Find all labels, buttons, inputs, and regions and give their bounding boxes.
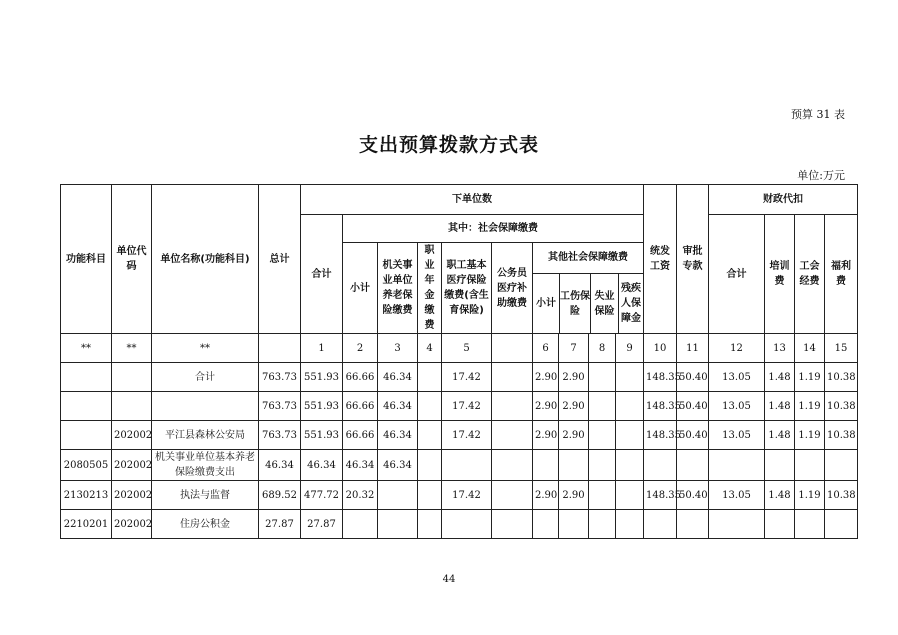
index-cell: 11 <box>677 334 709 363</box>
cell-unit-code: 202002 <box>112 510 152 539</box>
index-cell: 4 <box>418 334 442 363</box>
cell-value <box>677 510 709 539</box>
page-number: 44 <box>442 574 456 585</box>
cell-value <box>418 510 442 539</box>
cell-value <box>616 510 644 539</box>
cell-value <box>589 363 616 392</box>
cell-value: 66.66 <box>343 363 378 392</box>
cell-func-code: 2210201 <box>61 510 112 539</box>
header-lower-units: 下单位数 <box>301 185 644 215</box>
cell-value <box>492 392 533 421</box>
index-cell: 14 <box>795 334 825 363</box>
cell-value <box>492 421 533 450</box>
header-approved-special: 审批专款 <box>677 185 709 334</box>
cell-value: 1.48 <box>765 392 795 421</box>
index-cell: ** <box>61 334 112 363</box>
cell-value <box>418 481 442 510</box>
cell-value: 10.38 <box>825 481 858 510</box>
index-cell: 8 <box>589 334 616 363</box>
cell-value <box>709 450 765 481</box>
table-tag: 预算 31 表 <box>791 108 845 121</box>
cell-value <box>418 421 442 450</box>
cell-value <box>559 450 589 481</box>
cell-value: 13.05 <box>709 363 765 392</box>
cell-value: 17.42 <box>442 421 492 450</box>
cell-value: 148.35 <box>644 363 677 392</box>
index-cell <box>492 334 533 363</box>
cell-value <box>533 510 559 539</box>
cell-value: 2.90 <box>533 481 559 510</box>
cell-value: 1.19 <box>795 392 825 421</box>
cell-value: 50.40 <box>677 481 709 510</box>
cell-unit-code: 202002 <box>112 481 152 510</box>
index-cell: 3 <box>378 334 418 363</box>
index-cell: 10 <box>644 334 677 363</box>
cell-value: 763.73 <box>259 363 301 392</box>
cell-value <box>589 421 616 450</box>
cell-value <box>616 392 644 421</box>
cell-value: 1.19 <box>795 481 825 510</box>
cell-unit-name: 平江县森林公安局 <box>152 421 259 450</box>
cell-value: 551.93 <box>301 421 343 450</box>
cell-value: 46.34 <box>301 450 343 481</box>
cell-unit-code <box>112 392 152 421</box>
index-cell: 7 <box>559 334 589 363</box>
index-cell: ** <box>112 334 152 363</box>
cell-value: 2.90 <box>559 392 589 421</box>
cell-value <box>533 450 559 481</box>
cell-value <box>765 510 795 539</box>
header-other-social-group <box>533 243 644 334</box>
cell-value: 10.38 <box>825 392 858 421</box>
table-row <box>61 363 858 392</box>
index-cell: 9 <box>616 334 644 363</box>
cell-value: 46.34 <box>378 450 418 481</box>
cell-unit-code: 202002 <box>112 421 152 450</box>
cell-value <box>795 510 825 539</box>
cell-value: 551.93 <box>301 363 343 392</box>
cell-value: 2.90 <box>533 363 559 392</box>
header-unemployment: 失业保险 <box>591 274 619 333</box>
table-row <box>61 392 858 421</box>
header-union: 工会经费 <box>795 215 825 334</box>
cell-value: 46.34 <box>378 363 418 392</box>
cell-value <box>765 450 795 481</box>
cell-value <box>616 450 644 481</box>
cell-value: 46.34 <box>259 450 301 481</box>
table-row <box>61 421 858 450</box>
cell-value: 50.40 <box>677 392 709 421</box>
cell-value: 27.87 <box>301 510 343 539</box>
index-cell: 13 <box>765 334 795 363</box>
header-unified-wage: 统发工资 <box>644 185 677 334</box>
cell-value <box>616 421 644 450</box>
cell-value <box>418 450 442 481</box>
header-sum: 合计 <box>301 215 343 334</box>
header-func-code: 功能科目 <box>61 185 112 334</box>
cell-value <box>589 481 616 510</box>
cell-value: 46.34 <box>378 392 418 421</box>
cell-unit-name: 执法与监督 <box>152 481 259 510</box>
cell-value: 50.40 <box>677 421 709 450</box>
header-other-social: 其他社会保障缴费 <box>533 243 643 274</box>
cell-value: 17.42 <box>442 363 492 392</box>
cell-value: 148.35 <box>644 421 677 450</box>
cell-value: 2.90 <box>533 392 559 421</box>
cell-value <box>442 510 492 539</box>
cell-value: 1.19 <box>795 421 825 450</box>
cell-value: 13.05 <box>709 392 765 421</box>
cell-value: 17.42 <box>442 481 492 510</box>
unit-label: 单位:万元 <box>797 169 845 182</box>
cell-value: 17.42 <box>442 392 492 421</box>
cell-value: 2.90 <box>533 421 559 450</box>
cell-value: 1.48 <box>765 481 795 510</box>
page-title: 支出预算拨款方式表 <box>358 134 539 156</box>
header-pension: 机关事业单位养老保险缴费 <box>378 243 418 334</box>
cell-value <box>492 481 533 510</box>
cell-unit-code: 202002 <box>112 450 152 481</box>
cell-func-code: 2130213 <box>61 481 112 510</box>
header-unit-name: 单位名称(功能科目) <box>152 185 259 334</box>
header-welfare: 福利费 <box>825 215 858 334</box>
index-cell: 6 <box>533 334 559 363</box>
cell-value <box>378 510 418 539</box>
cell-value: 763.73 <box>259 392 301 421</box>
cell-value: 148.35 <box>644 481 677 510</box>
cell-value <box>492 363 533 392</box>
cell-value: 1.19 <box>795 363 825 392</box>
cell-value: 66.66 <box>343 392 378 421</box>
cell-value <box>418 392 442 421</box>
cell-value: 13.05 <box>709 481 765 510</box>
cell-value <box>418 363 442 392</box>
cell-value <box>343 510 378 539</box>
index-cell <box>259 334 301 363</box>
index-cell: 5 <box>442 334 492 363</box>
cell-value <box>492 510 533 539</box>
header-fiscal-deduction: 财政代扣 <box>709 185 858 215</box>
table-row <box>61 450 858 481</box>
cell-value <box>616 363 644 392</box>
cell-value: 27.87 <box>259 510 301 539</box>
cell-value: 763.73 <box>259 421 301 450</box>
cell-value: 50.40 <box>677 363 709 392</box>
cell-value: 46.34 <box>378 421 418 450</box>
table-row <box>61 481 858 510</box>
header-medical: 职工基本医疗保险缴费(含生育保险) <box>442 243 492 334</box>
header-including-social: 其中：社会保障缴费 <box>343 215 644 243</box>
header-injury: 工伤保险 <box>560 274 591 333</box>
cell-value: 46.34 <box>343 450 378 481</box>
cell-unit-name <box>152 392 259 421</box>
cell-value <box>644 510 677 539</box>
header-other-subtotal: 小计 <box>533 274 560 333</box>
index-cell: 1 <box>301 334 343 363</box>
header-total: 总计 <box>259 185 301 334</box>
cell-unit-name: 机关事业单位基本养老保险缴费支出 <box>152 450 259 481</box>
cell-value: 2.90 <box>559 421 589 450</box>
index-cell: 2 <box>343 334 378 363</box>
cell-func-code: 2080505 <box>61 450 112 481</box>
table-row <box>61 510 858 539</box>
header-training: 培训费 <box>765 215 795 334</box>
cell-value: 477.72 <box>301 481 343 510</box>
cell-value <box>795 450 825 481</box>
cell-value <box>589 392 616 421</box>
cell-value <box>589 510 616 539</box>
header-unit-code: 单位代码 <box>112 185 152 334</box>
cell-value: 2.90 <box>559 363 589 392</box>
cell-value <box>559 510 589 539</box>
index-cell: ** <box>152 334 259 363</box>
cell-value: 148.35 <box>644 392 677 421</box>
header-civil-medical: 公务员医疗补助缴费 <box>492 243 533 334</box>
cell-value <box>589 450 616 481</box>
cell-unit-name: 住房公积金 <box>152 510 259 539</box>
cell-value: 66.66 <box>343 421 378 450</box>
header-annuity: 职业年金缴费 <box>418 243 442 334</box>
header-subtotal: 小计 <box>343 243 378 334</box>
cell-value: 551.93 <box>301 392 343 421</box>
cell-func-code <box>61 392 112 421</box>
cell-value: 689.52 <box>259 481 301 510</box>
index-cell: 12 <box>709 334 765 363</box>
cell-value: 1.48 <box>765 363 795 392</box>
cell-value <box>825 450 858 481</box>
cell-value <box>709 510 765 539</box>
cell-value <box>378 481 418 510</box>
cell-func-code <box>61 421 112 450</box>
cell-value <box>492 450 533 481</box>
cell-value: 13.05 <box>709 421 765 450</box>
header-disability: 残疾人保障金 <box>621 283 641 324</box>
cell-value <box>644 450 677 481</box>
header-fiscal-sum: 合计 <box>709 215 765 334</box>
cell-value <box>825 510 858 539</box>
cell-value: 1.48 <box>765 421 795 450</box>
budget-table <box>60 184 858 539</box>
cell-value <box>677 450 709 481</box>
cell-unit-name: 合计 <box>152 363 259 392</box>
cell-unit-code <box>112 363 152 392</box>
cell-value: 10.38 <box>825 421 858 450</box>
index-row <box>61 334 858 363</box>
cell-value <box>442 450 492 481</box>
cell-value: 2.90 <box>559 481 589 510</box>
cell-value: 10.38 <box>825 363 858 392</box>
cell-func-code <box>61 363 112 392</box>
cell-value: 20.32 <box>343 481 378 510</box>
cell-value <box>616 481 644 510</box>
index-cell: 15 <box>825 334 858 363</box>
